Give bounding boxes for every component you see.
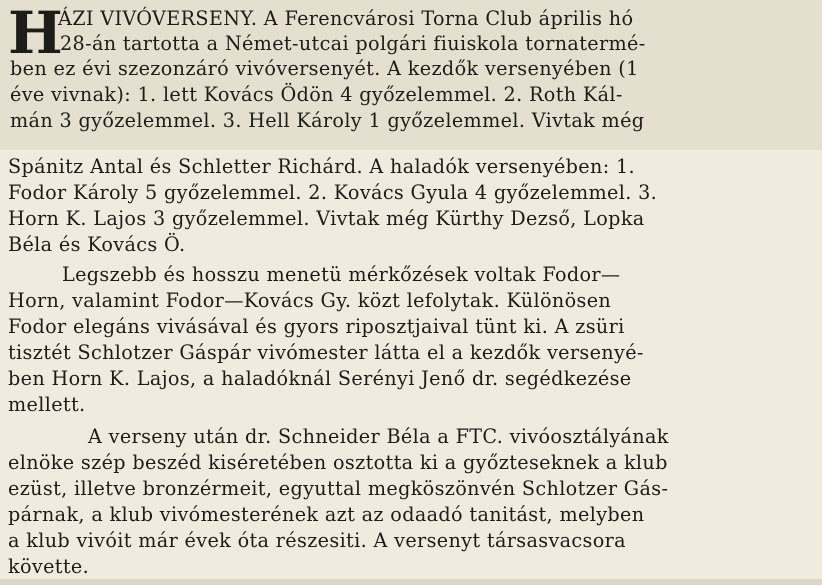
text-line: Horn, valamint Fodor—Kovács Gy. közt lefolytak. Különösen: [8, 289, 612, 312]
text-line: Fodor Károly 5 győzelemmel. 2. Kovács Gyula 4 győzelemmel. 3.: [8, 181, 658, 204]
text-line: ben Horn K. Lajos, a haladóknál Serényi Jenő dr. segédkezése: [8, 367, 632, 390]
text-line: párnak, a klub vivómesterének azt az odaadó tanitást, melyben: [8, 503, 645, 526]
text-line: a klub vivóit már évek óta részesiti. A versenyt társasvacsora: [8, 529, 626, 552]
text-line: ben ez évi szezonzáró vivóversenyét. A kezdők versenyében (1: [10, 57, 639, 80]
text-line: Spánitz Antal és Schletter Richárd. A haladók versenyében: 1.: [8, 155, 635, 178]
text-line: követte.: [8, 555, 90, 578]
text-line: ÁZI VIVÓVERSENY. A Ferencvárosi Torna Club április hó: [58, 7, 634, 30]
text-line: Béla és Kovács Ö.: [8, 233, 186, 256]
text-line: éve vivnak): 1. lett Kovács Ödön 4 győzelemmel. 2. Roth Kál-: [10, 83, 623, 106]
text-line: tisztét Schlotzer Gáspár vivómester látta el a kezdők versenyé-: [8, 341, 644, 364]
text-line: 28-án tartotta a Német-utcai polgári fiuiskola tornatermé-: [60, 32, 646, 55]
text-line: A verseny után dr. Schneider Béla a FTC. vivóosztályának: [88, 425, 669, 448]
bottom-edge-bar: [0, 579, 822, 585]
drop-cap: H: [8, 0, 63, 67]
text-line: elnöke szép beszéd kiséretében osztotta ki a győzteseknek a klub: [8, 451, 668, 474]
text-line: Fodor elegáns vivásával és gyors riposztjaival tünt ki. A zsüri: [8, 315, 625, 338]
text-line: mellett.: [8, 393, 86, 416]
text-line: mán 3 győzelemmel. 3. Hell Károly 1 győzelemmel. Vivtak még: [10, 109, 645, 132]
text-line: Horn K. Lajos 3 győzelemmel. Vivtak még Kürthy Dezső, Lopka: [8, 207, 645, 230]
text-line: ezüst, illetve bronzérmeit, egyuttal megköszönvén Schlotzer Gás-: [8, 477, 669, 500]
text-line: Legszebb és hosszu menetü mérkőzések voltak Fodor—: [62, 263, 621, 286]
